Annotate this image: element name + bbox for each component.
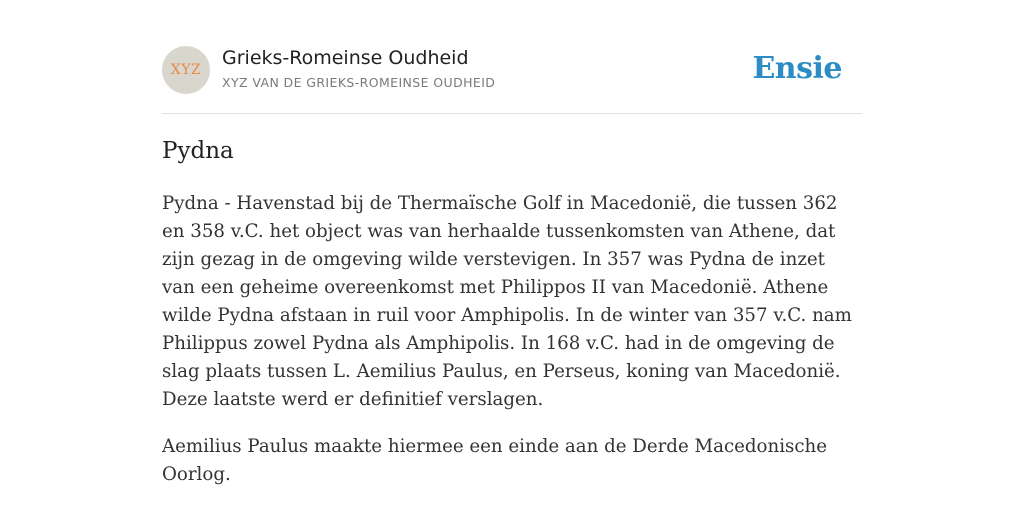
source-subtitle: XYZ VAN DE GRIEKS-ROMEINSE OUDHEID [222, 75, 496, 90]
article-paragraph: Pydna - Havenstad bij de Thermaïsche Golf in Macedonië, die tussen 362 en 358 v.C. het object was van herhaalde tussenkomsten van Athene, dat zijn gezag in de omgeving wilde verstevigen. In 357 was Pydna de inzet van een geheime overeenkomst met Philippos II van Macedonië. Athene wilde Pydna afstaan in ruil voor Amphipolis. In de winter van 357 v.C. nam Philippus zowel Pydna als Amphipolis. In 168 v.C. had in de omgeving de slag plaats tussen L. Aemilius Paulus, en Perseus, koning van Macedonië. Deze laatste werd er definitief verslagen. [162, 193, 852, 410]
article-paragraph: Aemilius Paulus maakte hiermee een einde aan de Derde Macedonische Oorlog. [162, 436, 828, 485]
source-avatar[interactable]: XYZ [162, 46, 210, 94]
source-title-link[interactable]: Grieks-Romeinse Oudheid [222, 47, 469, 69]
header-divider [162, 113, 862, 114]
article-body [162, 190, 862, 508]
source-header [162, 46, 862, 96]
ensie-logo[interactable]: Ensie [752, 51, 842, 86]
article-card [162, 0, 862, 512]
article-title: Pydna [162, 138, 234, 164]
